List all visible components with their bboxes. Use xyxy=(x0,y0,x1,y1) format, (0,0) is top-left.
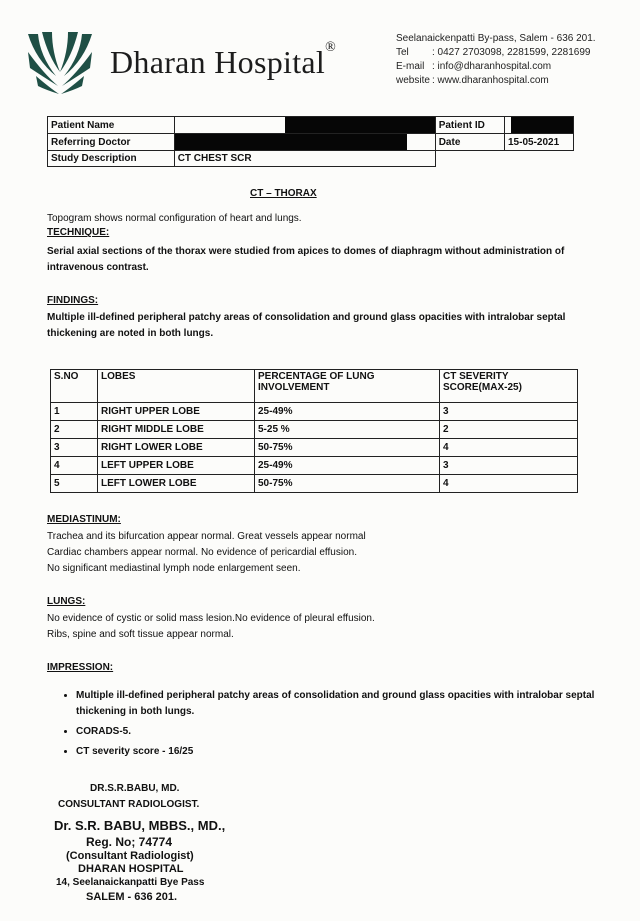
stamp-city: SALEM - 636 201. xyxy=(86,891,178,903)
lungs-heading: LUNGS: xyxy=(47,596,86,607)
row-score: 3 xyxy=(440,403,578,421)
hospital-logo-icon xyxy=(26,30,94,96)
study-description-label: Study Description xyxy=(48,151,175,167)
mediastinum-heading: MEDIASTINUM: xyxy=(47,514,121,525)
mediastinum-text-3: No significant mediastinal lymph node enlargement seen. xyxy=(47,563,301,574)
row-lobe: RIGHT LOWER LOBE xyxy=(98,439,255,457)
mediastinum-text-1: Trachea and its bifurcation appear normal. Great vessels appear normal xyxy=(47,531,366,542)
hospital-name: Dharan Hospital® xyxy=(110,40,337,80)
report-title: CT – THORAX xyxy=(250,188,317,199)
list-item: • CORADS-5. xyxy=(76,724,596,740)
impression-heading: IMPRESSION: xyxy=(47,662,114,673)
row-percentage: 25-49% xyxy=(255,403,440,421)
row-percentage: 5-25 % xyxy=(255,421,440,439)
stamp-hospital: DHARAN HOSPITAL xyxy=(78,863,184,875)
technique-text-1: Serial axial sections of the thorax were studied from apices to domes of diaphragm without administration of xyxy=(47,246,565,257)
patient-name-label: Patient Name xyxy=(48,117,175,134)
lobe-severity-table xyxy=(50,369,578,493)
col-percentage: PERCENTAGE OF LUNG INVOLVEMENT xyxy=(255,370,440,403)
row-score: 3 xyxy=(440,457,578,475)
row-sno: 1 xyxy=(51,403,98,421)
findings-heading: FINDINGS: xyxy=(47,295,99,306)
topogram-text: Topogram shows normal configuration of heart and lungs. xyxy=(47,213,302,224)
stamp-reg: Reg. No; 74774 xyxy=(86,835,173,849)
referring-doctor-label: Referring Doctor xyxy=(48,134,175,151)
patient-id-label: Patient ID xyxy=(435,117,504,134)
table-row xyxy=(51,475,578,493)
stamp-role: (Consultant Radiologist) xyxy=(66,850,194,862)
row-lobe: LEFT LOWER LOBE xyxy=(98,475,255,493)
contact-email: E-mail : info@dharanhospital.com xyxy=(396,61,552,72)
contact-tel: Tel : 0427 2703098, 2281599, 2281699 xyxy=(396,47,591,58)
row-percentage: 50-75% xyxy=(255,475,440,493)
study-description-value: CT CHEST SCR xyxy=(174,151,435,167)
table-row xyxy=(51,457,578,475)
row-sno: 5 xyxy=(51,475,98,493)
patient-name-redacted xyxy=(174,117,435,134)
col-lobes: LOBES xyxy=(98,370,255,403)
row-score: 4 xyxy=(440,475,578,493)
impression-list xyxy=(62,688,596,764)
table-row xyxy=(51,421,578,439)
date-value: 15-05-2021 xyxy=(505,134,574,151)
radiologist-name: DR.S.R.BABU, MD. xyxy=(90,783,180,794)
row-percentage: 25-49% xyxy=(255,457,440,475)
technique-text-2: intravenous contrast. xyxy=(47,262,149,273)
row-sno: 3 xyxy=(51,439,98,457)
row-sno: 4 xyxy=(51,457,98,475)
contact-website: website : www.dharanhospital.com xyxy=(396,75,549,86)
col-sno: S.NO xyxy=(51,370,98,403)
contact-address: Seelanaickenpatti By-pass, Salem - 636 201. xyxy=(396,33,596,44)
stamp-name: Dr. S.R. BABU, MBBS., MD., xyxy=(54,818,226,833)
mediastinum-text-2: Cardiac chambers appear normal. No evidence of pericardial effusion. xyxy=(47,547,357,558)
table-row xyxy=(51,403,578,421)
row-score: 4 xyxy=(440,439,578,457)
findings-text-1: Multiple ill-defined peripheral patchy areas of consolidation and ground glass opacities with intralobar septal xyxy=(47,312,566,323)
col-severity: CT SEVERITY SCORE(MAX-25) xyxy=(440,370,578,403)
row-sno: 2 xyxy=(51,421,98,439)
referring-doctor-redacted xyxy=(174,134,435,151)
radiologist-title: CONSULTANT RADIOLOGIST. xyxy=(58,799,200,810)
list-item: • CT severity score - 16/25 xyxy=(76,744,596,760)
row-lobe: RIGHT MIDDLE LOBE xyxy=(98,421,255,439)
list-item: • Multiple ill-defined peripheral patchy areas of consolidation and ground glass opacities with intralobar septal thickening in both lungs. xyxy=(76,688,596,720)
lungs-text-1: No evidence of cystic or solid mass lesion.No evidence of pleural effusion. xyxy=(47,613,375,624)
findings-text-2: thickening are noted in both lungs. xyxy=(47,328,214,339)
row-score: 2 xyxy=(440,421,578,439)
table-row xyxy=(51,439,578,457)
row-percentage: 50-75% xyxy=(255,439,440,457)
row-lobe: RIGHT UPPER LOBE xyxy=(98,403,255,421)
patient-id-redacted xyxy=(505,117,574,134)
stamp-address: 14, Seelanaickanpatti Bye Pass xyxy=(56,877,205,888)
patient-info-table xyxy=(47,116,574,167)
lungs-text-2: Ribs, spine and soft tissue appear normal. xyxy=(47,629,234,640)
technique-heading: TECHNIQUE: xyxy=(47,227,110,238)
date-label: Date xyxy=(435,134,504,151)
row-lobe: LEFT UPPER LOBE xyxy=(98,457,255,475)
